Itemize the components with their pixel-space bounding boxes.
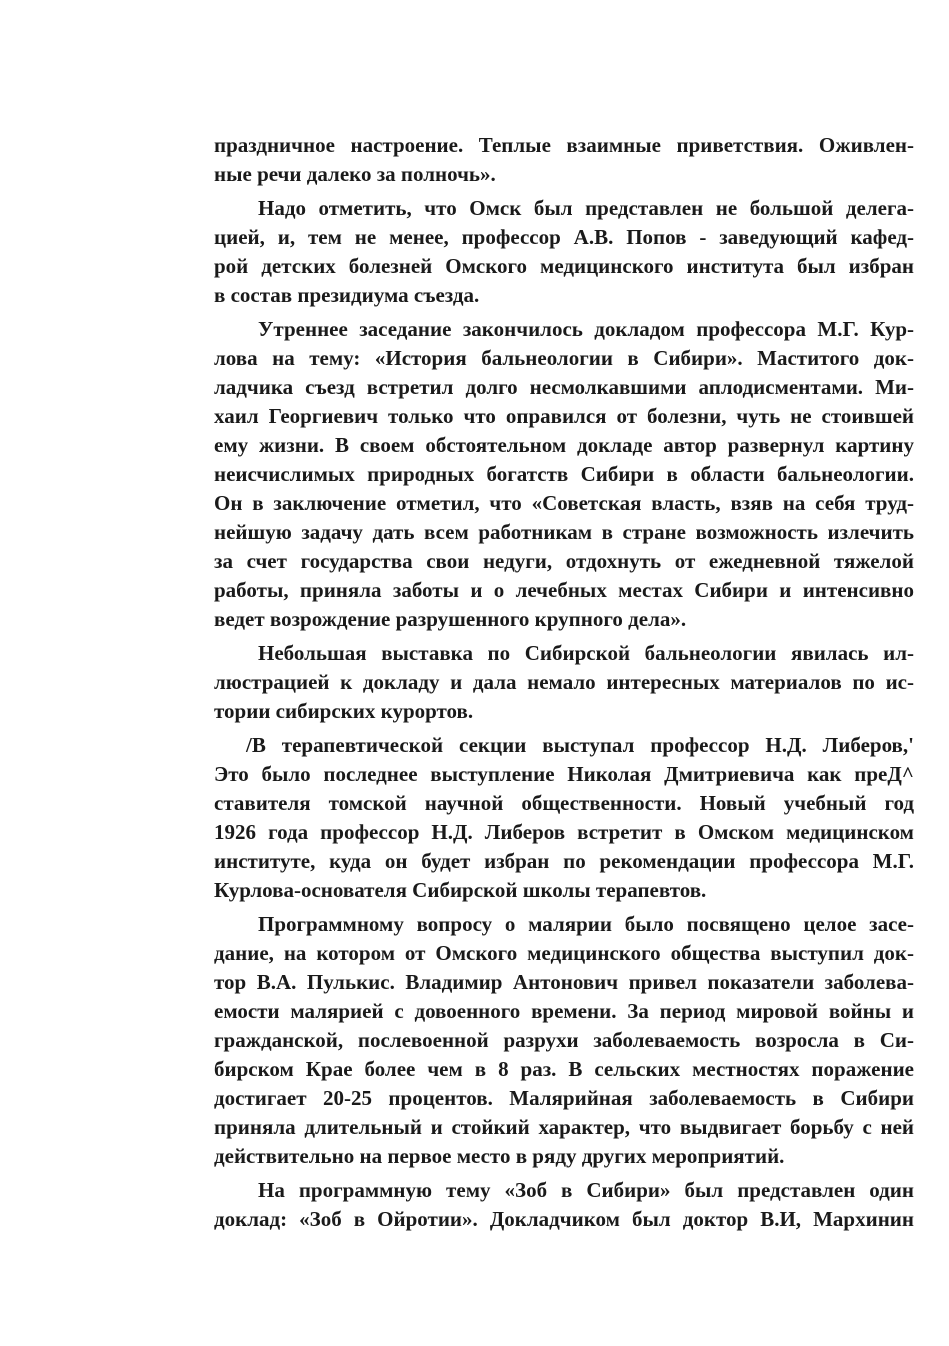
text-line: Программному вопросу о малярии было посвящено целое засе- — [258, 912, 914, 936]
text-line: ему жизни. В своем обстоятельном докладе автор развернул картину — [214, 433, 914, 457]
text-line: люстрацией к докладу и дала немало интересных материалов по ис- — [214, 670, 914, 694]
paragraph — [214, 194, 914, 310]
text-line: Он в заключение отметил, что «Советская власть, взяв на себя труд- — [214, 491, 914, 515]
text-line: достигает 20-25 процентов. Малярийная заболеваемость в Сибири — [214, 1086, 914, 1110]
text-line: ставителя томской научной общественности. Новый учебный год — [214, 791, 914, 815]
paragraph — [214, 639, 914, 726]
text-line: приняла длительный и стойкий характер, что выдвигает борьбу с ней — [214, 1115, 914, 1139]
text-line: /В терапевтической секции выступал профессор Н.Д. Либеров,' — [246, 733, 914, 757]
text-line: Надо отметить, что Омск был представлен не большой делега- — [258, 196, 914, 220]
text-line: Это было последнее выступление Николая Дмитриевича как преД^ — [214, 762, 914, 786]
paragraph — [214, 731, 914, 905]
text-line: дание, на котором от Омского медицинского общества выступил док- — [214, 941, 914, 965]
text-line: емости малярией с довоенного времени. За период мировой войны и — [214, 999, 914, 1023]
paragraph — [214, 131, 914, 189]
text-line: На программную тему «Зоб в Сибири» был представлен один — [258, 1178, 914, 1202]
text-line: Утреннее заседание закончилось докладом профессора М.Г. Кур- — [258, 317, 914, 341]
text-line: институте, куда он будет избран по рекомендации профессора М.Г. — [214, 849, 914, 873]
text-line: лова на тему: «История бальнеологии в Сибири». Маститого док- — [214, 346, 914, 370]
text-line: 1926 года профессор Н.Д. Либеров встретит в Омском медицинском — [214, 820, 914, 844]
text-line: нейшую задачу дать всем работникам в стране возможность излечить — [214, 520, 914, 544]
text-line: праздничное настроение. Теплые взаимные приветствия. Оживлен- — [214, 133, 914, 157]
text-line: цией, и, тем не менее, профессор А.В. Попов - заведующий кафед- — [214, 225, 914, 249]
text-line: тор В.А. Пулькис. Владимир Антонович привел показатели заболева- — [214, 970, 914, 994]
text-line: бирском Крае более чем в 8 раз. В сельских местностях поражение — [214, 1057, 914, 1081]
text-line: хаил Георгиевич только что оправился от болезни, чуть не стоившей — [214, 404, 914, 428]
paragraph — [214, 1176, 914, 1234]
paragraph — [214, 910, 914, 1171]
text-line: Небольшая выставка по Сибирской бальнеологии явилась ил- — [258, 641, 914, 665]
text-line: гражданской, послевоенной разрухи заболеваемость возросла в Си- — [214, 1028, 914, 1052]
text-line: ные речи далеко за полночь». — [214, 162, 496, 186]
text-line: действительно на первое место в ряду других мероприятий. — [214, 1144, 785, 1168]
paragraph — [214, 315, 914, 634]
text-line: в состав президиума съезда. — [214, 283, 480, 307]
body-text — [214, 131, 914, 1239]
text-line: доклад: «Зоб в Ойротии». Докладчиком был доктор В.И, Мархинин — [214, 1207, 914, 1231]
text-line: тории сибирских курортов. — [214, 699, 474, 723]
text-line: ладчика съезд встретил долго несмолкавшими аплодисментами. Ми- — [214, 375, 914, 399]
text-line: рой детских болезней Омского медицинского института был избран — [214, 254, 914, 278]
text-line: за счет государства свои недуги, отдохнуть от ежедневной тяжелой — [214, 549, 914, 573]
text-line: работы, приняла заботы и о лечебных местах Сибири и интенсивно — [214, 578, 914, 602]
text-line: ведет возрождение разрушенного крупного дела». — [214, 607, 687, 631]
text-line: Курлова-основателя Сибирской школы терапевтов. — [214, 878, 707, 902]
text-line: неисчислимых природных богатств Сибири в области бальнеологии. — [214, 462, 914, 486]
